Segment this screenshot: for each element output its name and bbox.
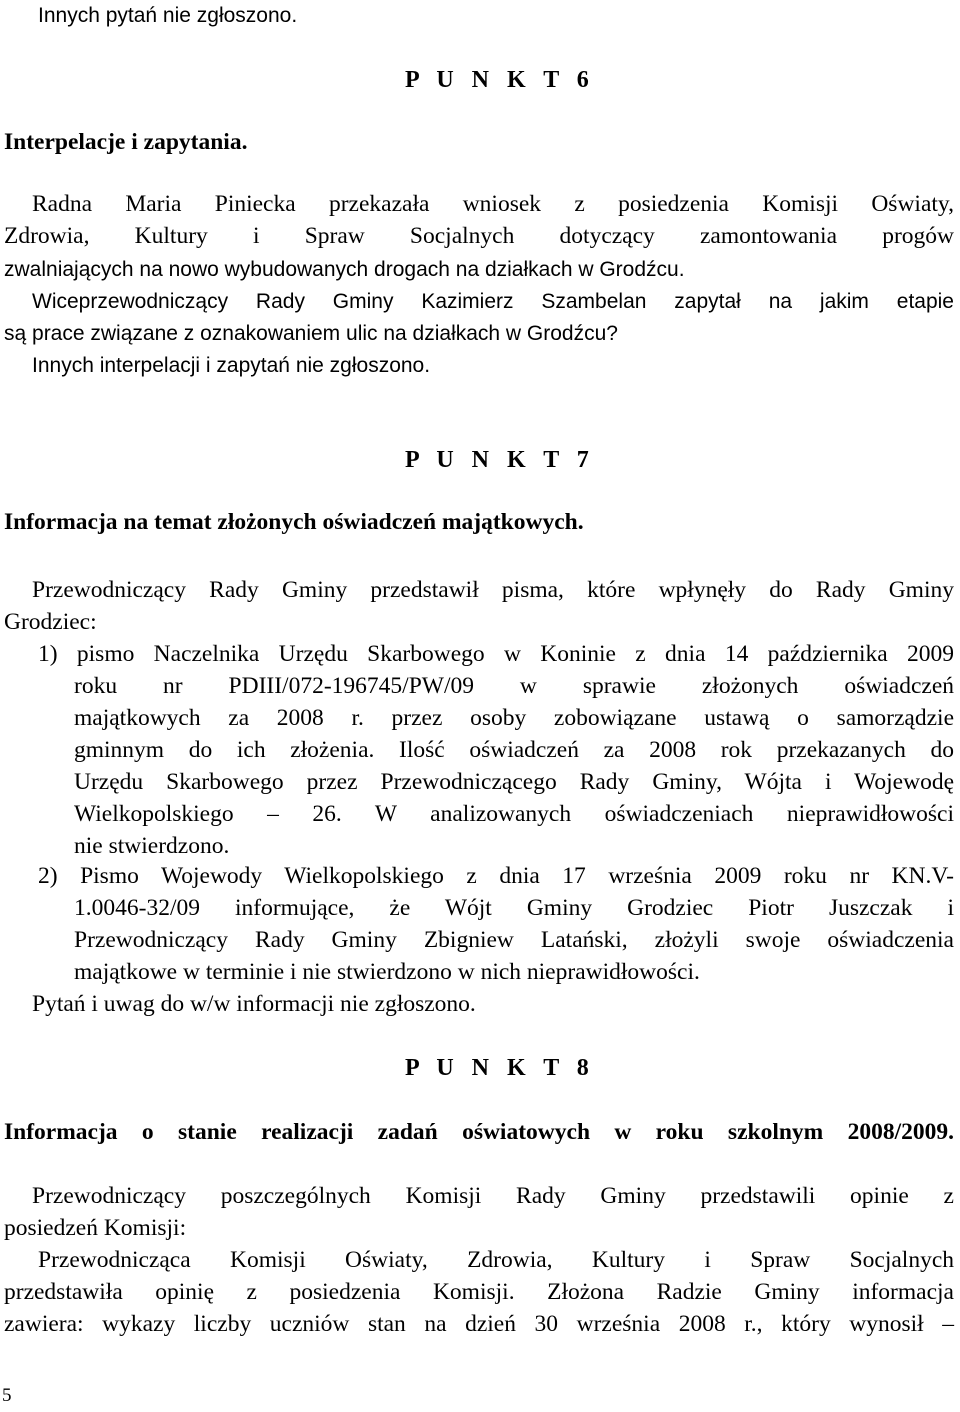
- section-title: Interpelacje i zapytania.: [4, 129, 248, 155]
- list-item-line: gminnym do ich złożenia. Ilość oświadczeń za 2008 rok przekazanych do: [74, 737, 954, 763]
- text-line: Radna Maria Piniecka przekazała wniosek z posiedzenia Komisji Oświaty,: [32, 191, 954, 217]
- text-line: Pytań i uwag do w/w informacji nie zgłoszono.: [32, 991, 476, 1017]
- list-item-line: nie stwierdzono.: [74, 833, 230, 859]
- text-line: zawiera: wykazy liczby uczniów stan na dzień 30 września 2008 r., który wynosił –: [4, 1311, 954, 1337]
- list-item: 2) Pismo Wojewody Wielkopolskiego z dnia 17 września 2009 roku nr KN.V-: [38, 863, 954, 889]
- text-line: zwalniających na nowo wybudowanych drogach na działkach w Grodźcu.: [4, 258, 685, 281]
- text-line: Zdrowia, Kultury i Spraw Socjalnych dotyczący zamontowania progów: [4, 223, 954, 249]
- section-heading: P U N K T 7: [405, 447, 595, 473]
- list-item-line: Urzędu Skarbowego przez Przewodniczącego Rady Gminy, Wójta i Wojewodę: [74, 769, 954, 795]
- section-title: Informacja o stanie realizacji zadań oświatowych w roku szkolnym 2008/2009.: [4, 1119, 954, 1145]
- text-line: są prace związane z oznakowaniem ulic na działkach w Grodźcu?: [4, 322, 618, 345]
- list-item-line: Przewodniczący Rady Gminy Zbigniew Latański, złożyli swoje oświadczenia: [74, 927, 954, 953]
- list-item: 1) pismo Naczelnika Urzędu Skarbowego w Koninie z dnia 14 października 2009: [38, 641, 954, 667]
- section-heading: P U N K T 6: [405, 67, 595, 93]
- list-item-line: majątkowych za 2008 r. przez osoby zobowiązane ustawą o samorządzie: [74, 705, 954, 731]
- page-number: 5: [2, 1385, 12, 1406]
- section-heading: P U N K T 8: [405, 1055, 595, 1081]
- text-line: Grodziec:: [4, 609, 97, 635]
- list-item-line: 1.0046-32/09 informujące, że Wójt Gminy Grodziec Piotr Juszczak i: [74, 895, 954, 921]
- list-item-line: Wielkopolskiego – 26. W analizowanych oświadczeniach nieprawidłowości: [74, 801, 954, 827]
- text-line: Przewodniczący poszczególnych Komisji Rady Gminy przedstawili opinie z: [32, 1183, 954, 1209]
- section-title: Informacja na temat złożonych oświadczeń majątkowych.: [4, 509, 584, 535]
- text-line: Przewodniczący Rady Gminy przedstawił pisma, które wpłynęły do Rady Gminy: [32, 577, 954, 603]
- text-line: Wiceprzewodniczący Rady Gminy Kazimierz Szambelan zapytał na jakim etapie: [32, 290, 954, 313]
- list-item-line: roku nr PDIII/072-196745/PW/09 w sprawie złożonych oświadczeń: [74, 673, 954, 699]
- text-line: Innych pytań nie zgłoszono.: [38, 4, 298, 27]
- text-line: przedstawiła opinię z posiedzenia Komisji. Złożona Radzie Gminy informacja: [4, 1279, 954, 1305]
- text-line: Innych interpelacji i zapytań nie zgłoszono.: [32, 354, 431, 377]
- text-line: Przewodnicząca Komisji Oświaty, Zdrowia, Kultury i Spraw Socjalnych: [38, 1247, 954, 1273]
- list-item-line: majątkowe w terminie i nie stwierdzono w nich nieprawidłowości.: [74, 959, 700, 985]
- text-line: posiedzeń Komisji:: [4, 1215, 187, 1241]
